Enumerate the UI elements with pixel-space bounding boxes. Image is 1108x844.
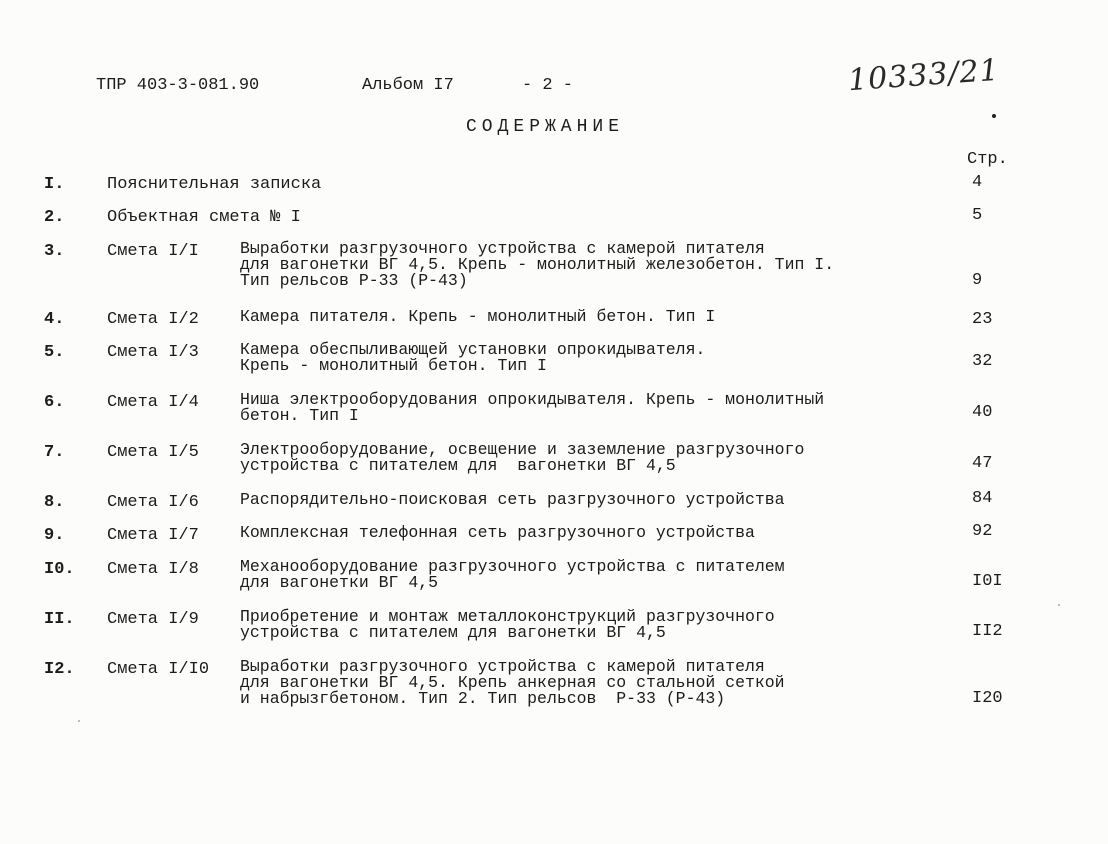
item-reference: Смета I/8 [107, 560, 199, 579]
item-number: 7. [44, 443, 65, 462]
item-description: Распорядительно-поисковая сеть разгрузочного устройства [240, 490, 785, 509]
contents-title: СОДЕРЖАНИЕ [466, 117, 625, 137]
page-number: - 2 - [522, 76, 574, 95]
item-page: 40 [972, 403, 993, 422]
item-page: 32 [972, 352, 993, 371]
item-number: II. [44, 610, 75, 629]
item-number: I2. [44, 660, 75, 679]
item-reference: Смета I/6 [107, 493, 199, 512]
item-description: Комплексная телефонная сеть разгрузочного устройства [240, 523, 755, 542]
scan-speck [78, 720, 80, 722]
item-description: Камера обеспыливающей установки опрокидывателя. Крепь - монолитный бетон. Тип I [240, 340, 706, 375]
album-label: Альбом I7 [362, 76, 454, 95]
item-reference: Объектная смета № I [107, 208, 301, 227]
item-reference: Смета I/9 [107, 610, 199, 629]
item-reference: Смета I/4 [107, 393, 199, 412]
item-description: Приобретение и монтаж металлоконструкций разгрузочного устройства с питателем для вагонетки ВГ 4,5 [240, 607, 775, 642]
item-page: 47 [972, 454, 993, 473]
item-page: II2 [972, 622, 1003, 641]
item-description: Камера питателя. Крепь - монолитный бетон. Тип I [240, 307, 716, 326]
item-number: 4. [44, 310, 65, 329]
item-page: 4 [972, 173, 983, 192]
item-number: I0. [44, 560, 75, 579]
item-description: Механооборудование разгрузочного устройства с питателем для вагонетки ВГ 4,5 [240, 557, 785, 592]
item-reference: Смета I/I [107, 242, 199, 261]
item-reference: Смета I/7 [107, 526, 199, 545]
item-description: Электрооборудование, освещение и заземление разгрузочного устройства с питателем для вагонетки ВГ 4,5 [240, 440, 805, 475]
item-reference: Смета I/5 [107, 443, 199, 462]
page-column-label: Стр. [967, 150, 1008, 169]
item-page: I0I [972, 572, 1003, 591]
item-number: 5. [44, 343, 65, 362]
item-description: Выработки разгрузочного устройства с камерой питателя для вагонетки ВГ 4,5. Крепь - монолитный железобетон. Тип I. Тип рельсов Р-33 (Р-43) [240, 239, 835, 290]
item-page: 92 [972, 522, 993, 541]
item-page: 23 [972, 310, 993, 329]
item-reference: Пояснительная записка [107, 175, 322, 194]
item-description: Выработки разгрузочного устройства с камерой питателя для вагонетки ВГ 4,5. Крепь анкерная со стальной сеткой и набрызгбетоном. Тип 2. Тип рельсов Р-33 (Р-43) [240, 657, 785, 708]
ink-dot [992, 114, 996, 118]
item-description: Ниша электрооборудования опрокидывателя. Крепь - монолитный бетон. Тип I [240, 390, 825, 425]
item-page: 84 [972, 489, 993, 508]
item-reference: Смета I/I0 [107, 660, 210, 679]
item-number: 9. [44, 526, 65, 545]
scan-speck [1058, 604, 1060, 606]
handwritten-archive-number: 10333/21 [846, 52, 1001, 99]
item-page: I20 [972, 689, 1003, 708]
item-page: 9 [972, 271, 983, 290]
item-number: 3. [44, 242, 65, 261]
item-number: I. [44, 175, 65, 194]
item-reference: Смета I/3 [107, 343, 199, 362]
item-reference: Смета I/2 [107, 310, 199, 329]
item-page: 5 [972, 206, 983, 225]
document-code: ТПР 403-3-081.90 [96, 76, 260, 95]
item-number: 8. [44, 493, 65, 512]
item-number: 6. [44, 393, 65, 412]
item-number: 2. [44, 208, 65, 227]
